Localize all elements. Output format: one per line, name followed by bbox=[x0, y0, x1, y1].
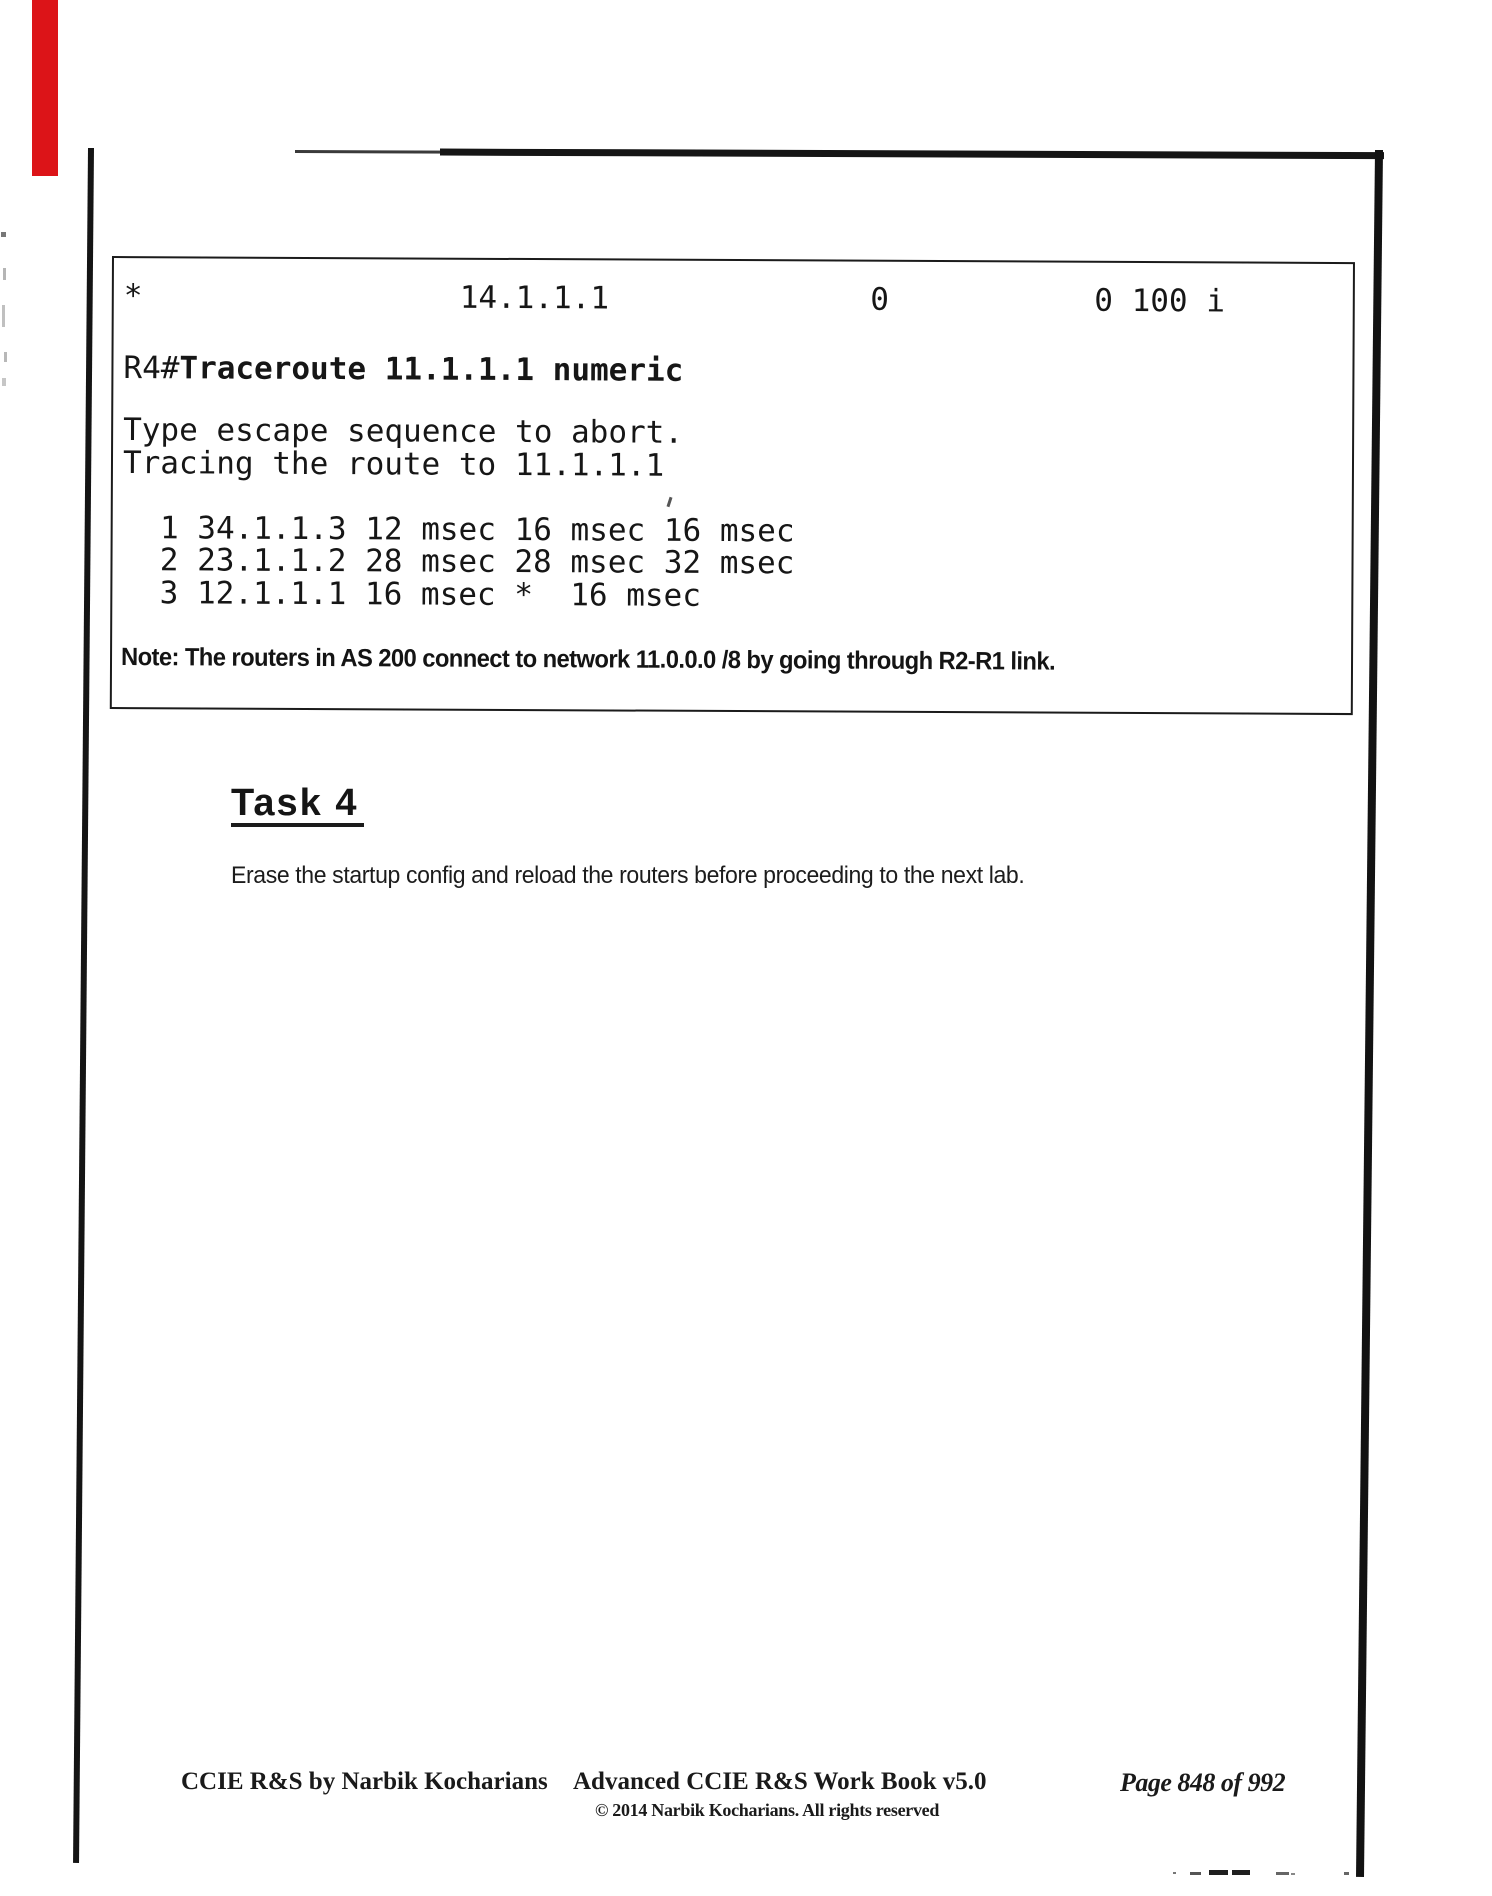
scan-speck bbox=[4, 352, 7, 362]
footer-copyright: © 2014 Narbik Kocharians. All rights reserved bbox=[594, 1800, 940, 1820]
page-border-top-thin bbox=[295, 150, 455, 154]
task-heading: Task 4 bbox=[231, 785, 364, 827]
scan-dash bbox=[1173, 1872, 1176, 1874]
scan-dash bbox=[1232, 1870, 1250, 1875]
page-border-top-thick bbox=[440, 149, 1384, 160]
footer-page-number: Page 848 of 992 bbox=[1120, 1768, 1286, 1797]
traceroute-command-line bbox=[123, 352, 683, 387]
scan-speck bbox=[2, 305, 5, 327]
router-prompt: R4# bbox=[123, 350, 180, 387]
scan-speck bbox=[3, 268, 6, 280]
scan-dash bbox=[1291, 1873, 1295, 1875]
scan-dash bbox=[1209, 1870, 1228, 1875]
scan-dash bbox=[1190, 1872, 1201, 1875]
bgp-table-line: * 14.1.1.1 0 0 100 i bbox=[123, 278, 1226, 320]
page-border-left bbox=[73, 148, 94, 1863]
scan-speck bbox=[1, 232, 6, 237]
scan-dash bbox=[1276, 1872, 1289, 1875]
page-border-top bbox=[295, 148, 1384, 160]
red-margin-mark bbox=[32, 0, 58, 176]
task-instruction: Erase the startup config and reload the routers before proceeding to the next lab. bbox=[231, 862, 1025, 889]
note-text: Note: The routers in AS 200 connect to network 11.0.0.0 /8 by going through R2-R1 link. bbox=[120, 643, 1056, 676]
scan-dash bbox=[1344, 1872, 1349, 1875]
scan-speck bbox=[2, 378, 6, 386]
page-border-right bbox=[1356, 150, 1383, 1877]
console-output-box bbox=[110, 256, 1355, 715]
traceroute-output: Type escape sequence to abort. Tracing the route to 11.1.1.1 1 34.1.1.3 12 msec 16 msec 16 msec 2 23.1.1.2 28 msec 28 msec 32 msec 3 12.1.1.1 16 msec * 16 msec bbox=[122, 412, 795, 614]
traceroute-command: Traceroute 11.1.1.1 numeric bbox=[179, 350, 684, 389]
footer-book-title: Advanced CCIE R&S Work Book v5.0 bbox=[573, 1768, 987, 1795]
footer-author: CCIE R&S by Narbik Kocharians bbox=[181, 1768, 548, 1795]
